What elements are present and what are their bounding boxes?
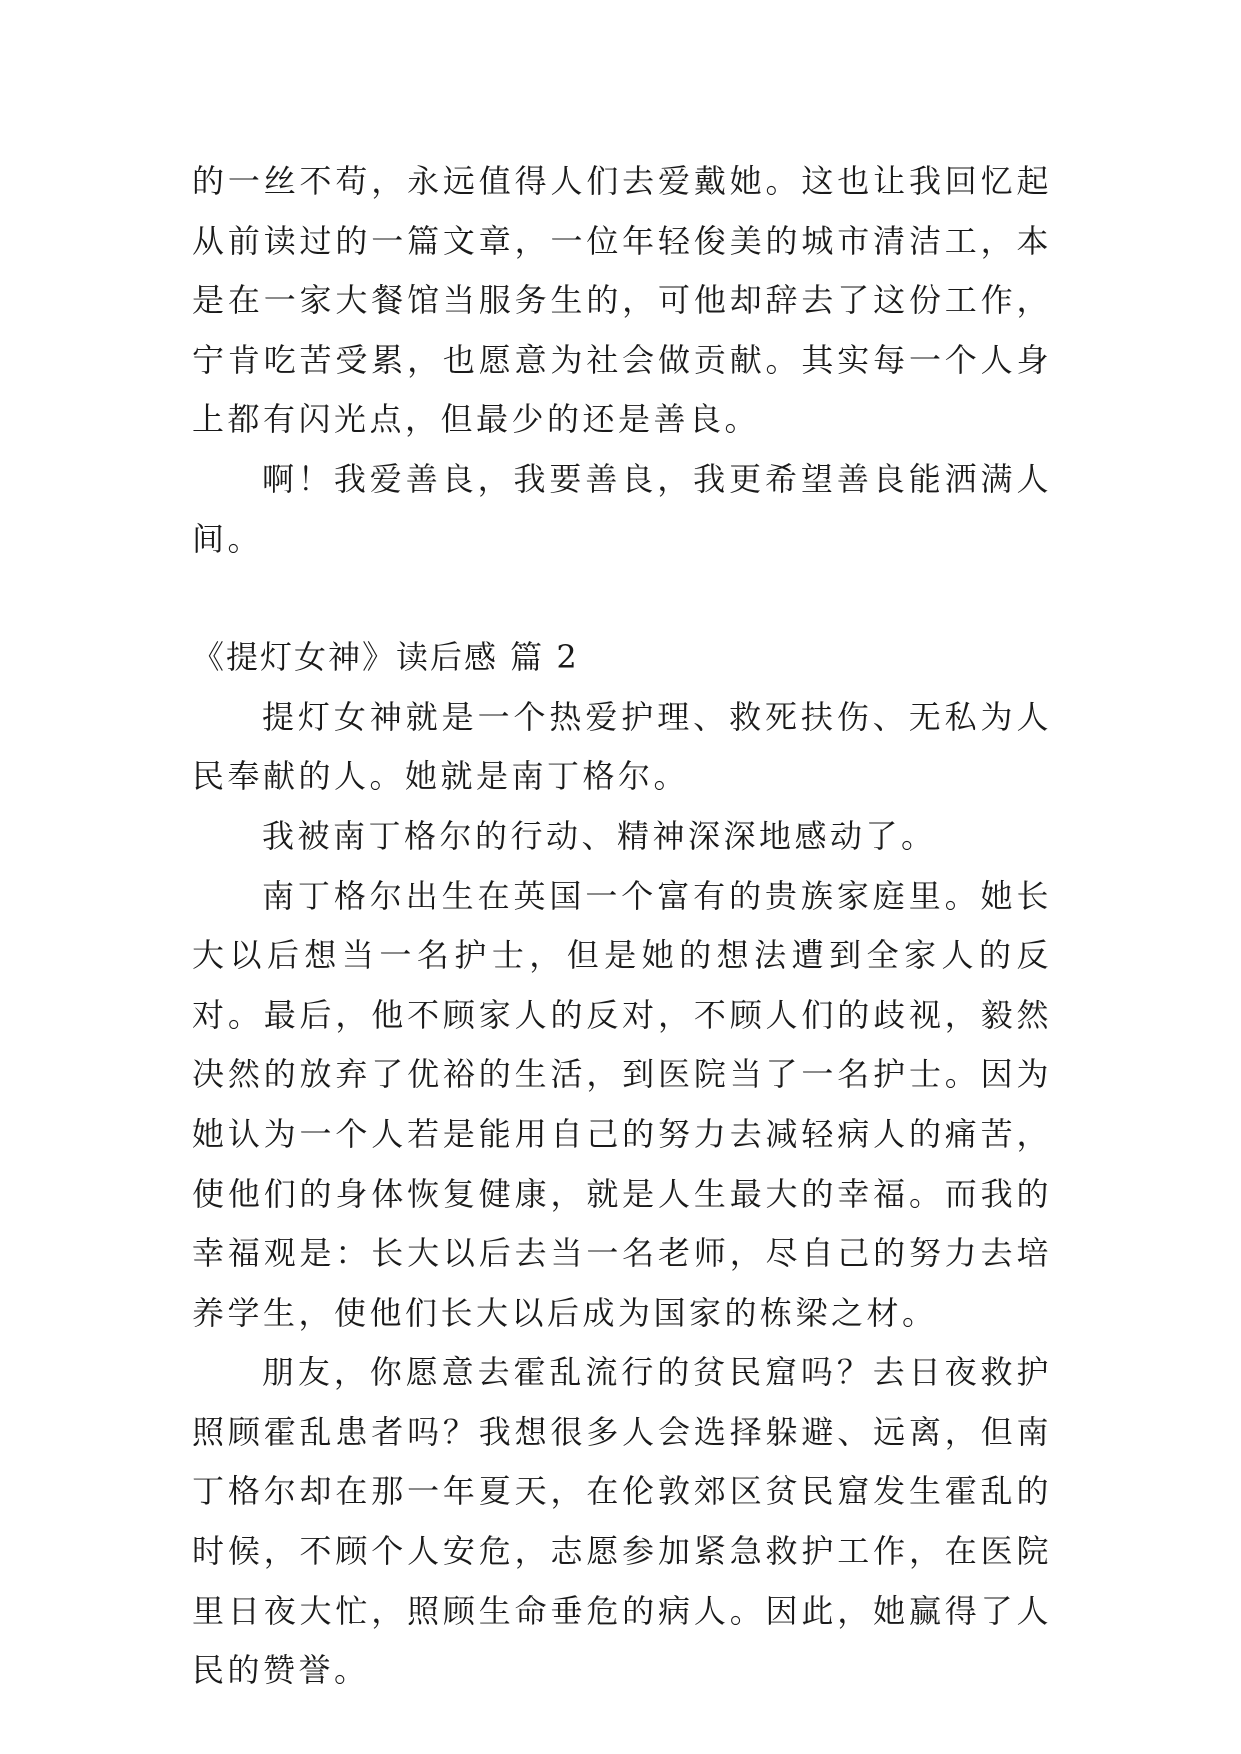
paragraph-exclamation: 啊！我爱善良，我要善良，我更希望善良能洒满人间。 <box>192 459 1052 558</box>
paragraph-cholera: 朋友，你愿意去霍乱流行的贫民窟吗？去日夜救护照顾霍乱患者吗？我想很多人会选择躲避、远离，但南丁格尔却在那一年夏天，在伦敦郊区贫民窟发生霍乱的时候，不顾个人安危，志愿参加紧急救护工作，在医院里日夜大忙，照顾生命垂危的病人。因此，她赢得了人民的赞誉。 <box>192 1353 1052 1690</box>
paragraph-biography: 南丁格尔出生在英国一个富有的贵族家庭里。她长大以后想当一名护士，但是她的想法遭到全家人的反对。最后，他不顾家人的反对，不顾人们的歧视，毅然决然的放弃了优裕的生活，到医院当了一名护士。因为她认为一个人若是能用自己的努力去减轻病人的痛苦，使他们的身体恢复健康，就是人生最大的幸福。而我的幸福观是：长大以后去当一名老师，尽自己的努力去培养学生，使他们长大以后成为国家的栋梁之材。 <box>192 876 1052 1332</box>
paragraph-moved: 我被南丁格尔的行动、精神深深地感动了。 <box>262 816 937 855</box>
section-title: 《提灯女神》读后感 篇 2 <box>192 638 579 677</box>
paragraph-continued: 的一丝不苟，永远值得人们去爱戴她。这也让我回忆起从前读过的一篇文章，一位年轻俊美的城市清洁工，本是在一家大餐馆当服务生的，可他却辞去了这份工作，宁肯吃苦受累，也愿意为社会做贡献。其实每一个人身上都有闪光点，但最少的还是善良。 <box>192 162 1052 439</box>
document-body <box>192 152 1052 1701</box>
paragraph-intro: 提灯女神就是一个热爱护理、救死扶伤、无私为人民奉献的人。她就是南丁格尔。 <box>192 697 1052 796</box>
